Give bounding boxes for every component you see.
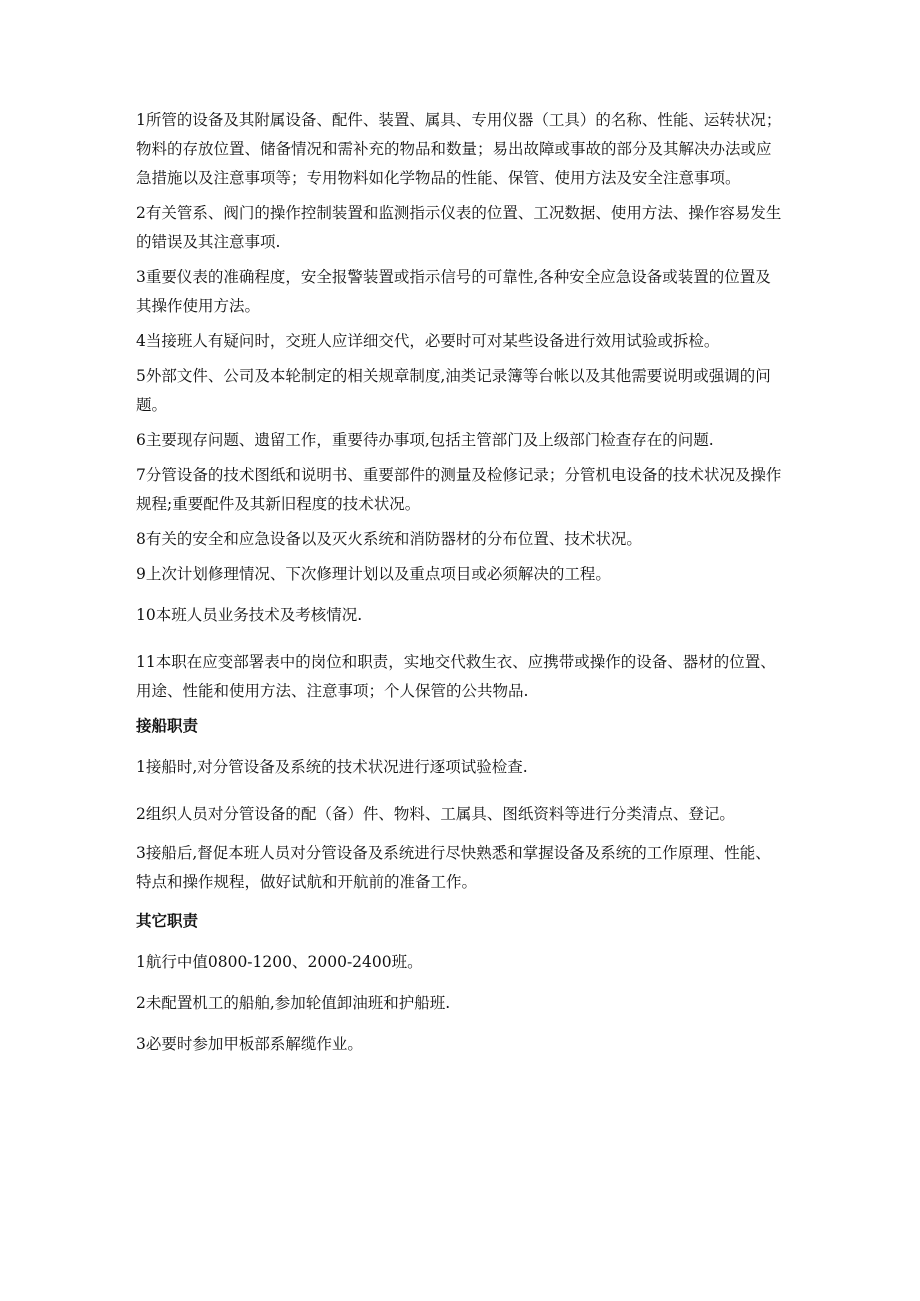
handover-item-10: 10本班人员业务技术及考核情况.: [136, 606, 363, 624]
handover-item-2: 2有关管系、阀门的操作控制装置和监测指示仪表的位置、工况数据、使用方法、操作容易发生的错误及其注意事项.: [136, 204, 782, 251]
handover-item-5: 5外部文件、公司及本轮制定的相关规章制度,油类记录簿等台帐以及其他需要说明或强调的问题。: [136, 367, 771, 414]
handover-item-8: 8有关的安全和应急设备以及灭火系统和消防器材的分布位置、技术状况。: [136, 530, 642, 548]
takeover-item-2: 2组织人员对分管设备的配（备）件、物料、工属具、图纸资料等进行分类清点、登记。: [136, 805, 735, 823]
other-item-2: 2未配置机工的船舶,参加轮值卸油班和护船班.: [136, 994, 451, 1012]
takeover-item-3: 3接船后,督促本班人员对分管设备及系统进行尽快熟悉和掌握设备及系统的工作原理、性能、特点和操作规程，做好试航和开航前的准备工作。: [136, 844, 771, 891]
takeover-heading: 接船职责: [136, 717, 199, 735]
handover-item-1: 1所管的设备及其附属设备、配件、装置、属具、专用仪器（工具）的名称、性能、运转状况；物料的存放位置、储备情况和需补充的物品和数量；易出故障或事故的部分及其解决办法或应急措施以及注意事项等；专用物料如化学物品的性能、保管、使用方法及安全注意事项。: [136, 111, 782, 187]
other-item-1: 1航行中值0800-1200、2000-2400班。: [136, 953, 423, 971]
other-heading: 其它职责: [136, 912, 199, 930]
handover-item-11: 11本职在应变部署表中的岗位和职责，实地交代救生衣、应携带或操作的设备、器材的位置、用途、性能和使用方法、注意事项；个人保管的公共物品.: [136, 653, 776, 700]
handover-item-6: 6主要现存问题、遗留工作，重要待办事项,包括主管部门及上级部门检查存在的问题.: [136, 431, 714, 449]
handover-item-4: 4当接班人有疑问时，交班人应详细交代，必要时可对某些设备进行效用试验或拆检。: [136, 332, 720, 350]
handover-item-7: 7分管设备的技术图纸和说明书、重要部件的测量及检修记录；分管机电设备的技术状况及操作规程;重要配件及其新旧程度的技术状况。: [136, 466, 782, 513]
handover-item-3: 3重要仪表的准确程度，安全报警装置或指示信号的可靠性,各种安全应急设备或装置的位置及其操作使用方法。: [136, 268, 771, 315]
other-item-3: 3必要时参加甲板部系解缆作业。: [136, 1035, 363, 1053]
handover-item-9: 9上次计划修理情况、下次修理计划以及重点项目或必须解决的工程。: [136, 565, 611, 583]
takeover-item-1: 1接船时,对分管设备及系统的技术状况进行逐项试验检查.: [136, 758, 528, 776]
document-page: [136, 106, 786, 1059]
